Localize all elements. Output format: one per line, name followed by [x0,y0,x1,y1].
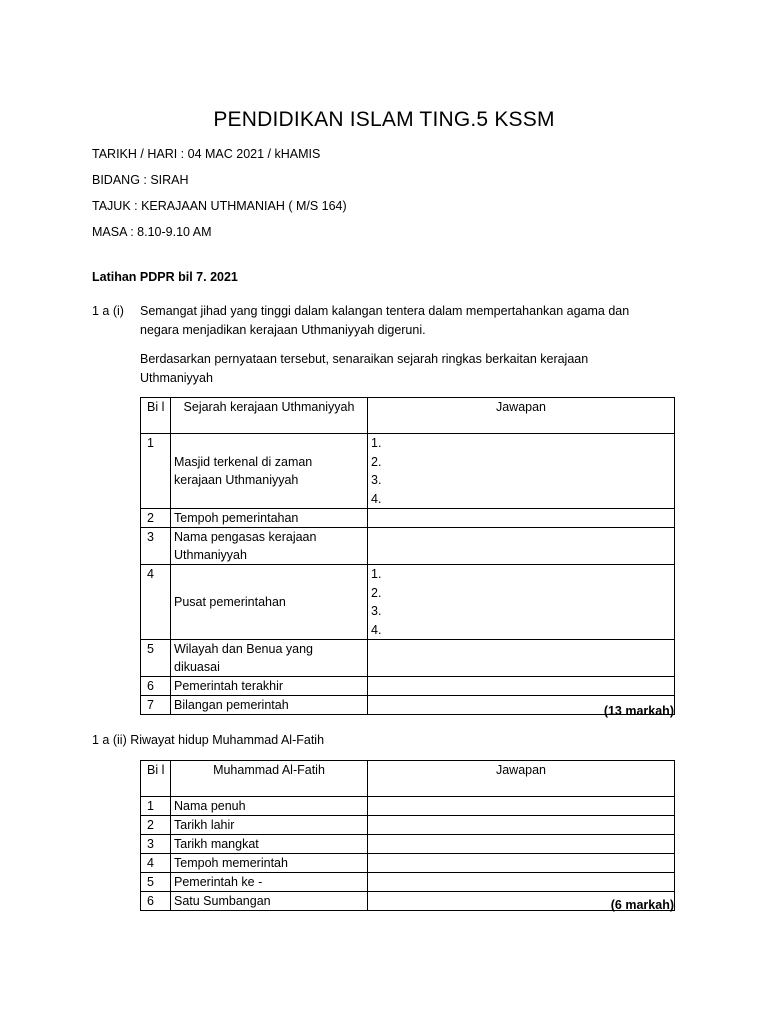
table-row [141,640,675,677]
row-label: Nama penuh [171,797,368,816]
table-row [141,835,675,854]
question-1ai-text-2: negara menjadikan kerajaan Uthmaniyyah digeruni. [140,323,426,337]
answer-item: 1. [371,567,382,581]
table-row [141,696,675,715]
row-label: Satu Sumbangan [171,892,368,911]
table-row [141,892,675,911]
row-label: Tempoh pemerintahan [171,509,368,528]
header-sejarah: Sejarah kerajaan Uthmaniyyah [171,398,368,434]
table-row [141,677,675,696]
question-1ai-instruction-2: Uthmaniyyah [140,371,213,385]
answer-item: 2. [371,585,382,600]
bidang: BIDANG : SIRAH [92,173,189,187]
row-number: 5 [141,640,171,677]
page-title: PENDIDIKAN ISLAM TING.5 KSSM [213,108,555,131]
row-number: 1 [141,797,171,816]
row-number: 4 [141,854,171,873]
row-label: Bilangan pemerintah [171,696,368,715]
header-muhammad-al-fatih: Muhammad Al-Fatih [171,761,368,797]
row-number: 2 [141,816,171,835]
answer-cell[interactable] [368,565,675,640]
row-label: Pusat pemerintahan [171,565,368,640]
latihan-heading: Latihan PDPR bil 7. 2021 [92,270,238,284]
question-1aii-label: 1 a (ii) Riwayat hidup Muhammad Al-Fatih [92,733,325,747]
al-fatih-table [140,760,675,911]
row-label: Tarikh lahir [171,816,368,835]
row-label: Tempoh memerintah [171,854,368,873]
answer-cell[interactable] [368,816,675,835]
answer-item: 4. [371,622,382,637]
row-number: 4 [141,565,171,640]
question-1ai-text-1: Semangat jihad yang tinggi dalam kalangan tentera dalam mempertahankan agama dan [140,304,630,318]
table-row [141,434,675,509]
row-number: 3 [141,835,171,854]
question-1ai-instruction-1: Berdasarkan pernyataan tersebut, senaraikan sejarah ringkas berkaitan kerajaan [140,352,589,366]
table-row [141,854,675,873]
row-label [171,434,368,509]
row-number: 6 [141,677,171,696]
answer-item: 3. [371,604,382,618]
answer-cell[interactable] [368,677,675,696]
table-row [141,565,675,640]
answer-cell[interactable] [368,434,675,509]
row-label [171,640,368,677]
row-number: 7 [141,696,171,715]
table2-marks: (6 markah) [610,898,674,912]
tajuk: TAJUK : KERAJAAN UTHMANIAH ( M/S 164) [92,199,347,213]
answer-item: 2. [371,454,382,469]
answer-cell[interactable] [368,797,675,816]
answer-cell[interactable] [368,509,675,528]
row-number: 5 [141,873,171,892]
answer-cell[interactable] [368,640,675,677]
header-jawapan: Jawapan [368,761,675,797]
table1-marks: (13 markah) [603,704,674,718]
row-label-line: Uthmaniyyah [174,548,247,562]
header-bil: Bi l [141,761,171,797]
answer-cell[interactable] [368,854,675,873]
row-label: Tarikh mangkat [171,835,368,854]
row-number: 6 [141,892,171,911]
answer-item: 1. [371,436,382,450]
answer-cell[interactable] [368,873,675,892]
header-bil: Bi l [141,398,171,434]
row-label: Pemerintah ke - [171,873,368,892]
row-number: 3 [141,528,171,565]
row-label-line: dikuasai [174,660,220,674]
answer-item: 3. [371,473,382,487]
table-row [141,797,675,816]
masa: MASA : 8.10-9.10 AM [92,225,212,239]
table-row [141,528,675,565]
answer-cell[interactable] [368,835,675,854]
row-label: Pemerintah terakhir [171,677,368,696]
row-label-line: Masjid terkenal di zaman [174,455,313,469]
answer-cell[interactable] [368,528,675,565]
row-number: 1 [141,434,171,509]
row-label-line: kerajaan Uthmaniyyah [174,473,299,487]
row-label-line: Nama pengasas kerajaan [174,530,317,544]
tarikh-hari: TARIKH / HARI : 04 MAC 2021 / kHAMIS [92,147,321,161]
row-label [171,528,368,565]
table-row [141,873,675,892]
sejarah-table [140,397,675,715]
answer-item: 4. [371,491,382,506]
header-jawapan: Jawapan [368,398,675,434]
table-row [141,816,675,835]
row-label-line: Wilayah dan Benua yang [174,642,313,656]
table-row [141,509,675,528]
question-1ai-label: 1 a (i) [92,304,124,318]
row-number: 2 [141,509,171,528]
